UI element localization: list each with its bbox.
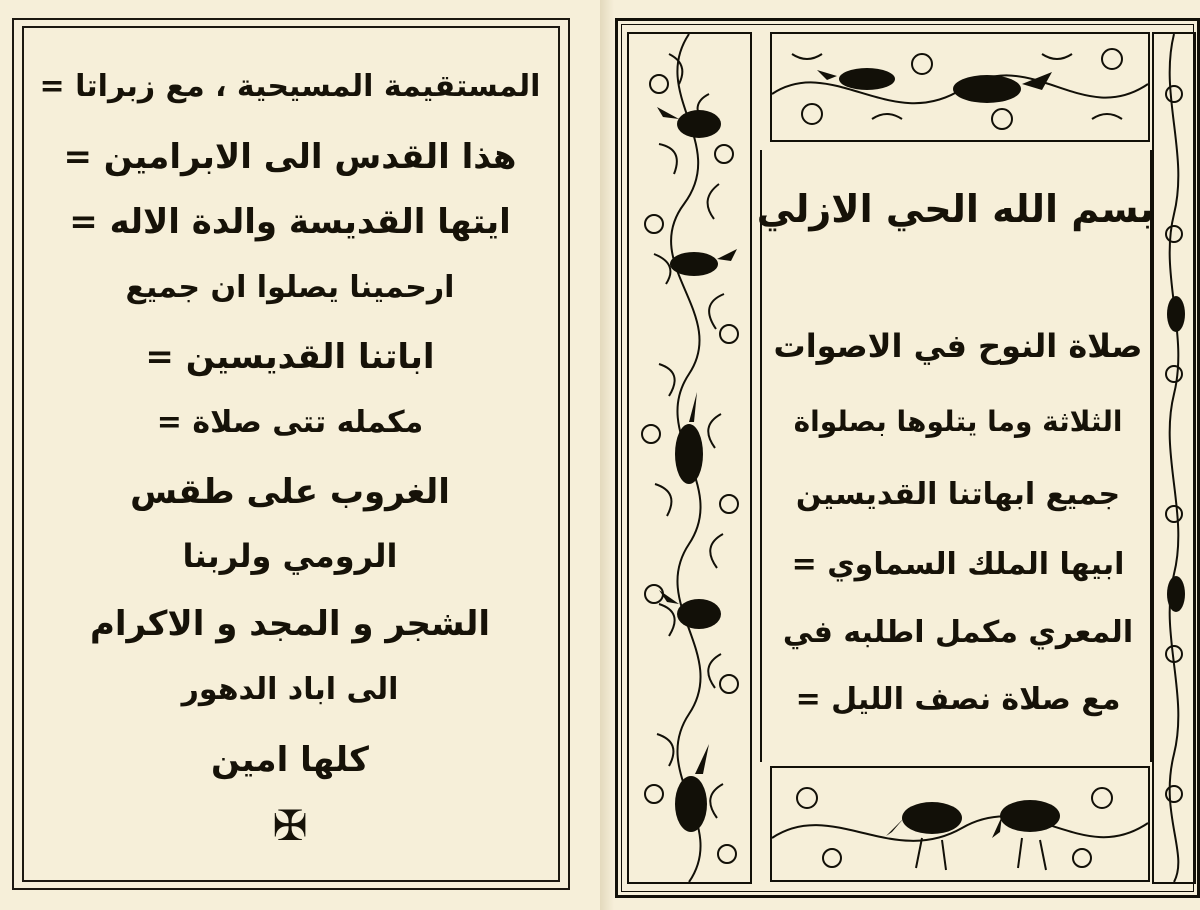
right-text-block bbox=[756, 150, 1154, 762]
text-line: هذا القدس الى الابرامين = bbox=[63, 137, 517, 177]
text-line: الى اباد الدهور bbox=[181, 672, 399, 707]
text-line: الثلاثة وما يتلوها بصلواة bbox=[793, 405, 1123, 438]
floral-bird-panel-top bbox=[770, 32, 1150, 142]
birds-illustration bbox=[772, 34, 1148, 140]
text-line: مع صلاة نصف الليل = bbox=[795, 682, 1121, 717]
floral-border-right bbox=[1152, 32, 1196, 884]
text-line: المعري مكمل اطلبه في bbox=[782, 615, 1134, 650]
floral-vine-illustration bbox=[1154, 34, 1194, 882]
floral-vine-illustration bbox=[629, 34, 750, 882]
floral-bird-border-left bbox=[627, 32, 752, 884]
text-line: جميع ابهاتنا القديسين bbox=[795, 477, 1121, 512]
text-line: ارحمينا يصلوا ان جميع bbox=[125, 270, 455, 305]
text-line: ابيها الملك السماوي = bbox=[791, 547, 1125, 582]
text-line: الغروب على طقس bbox=[130, 472, 450, 512]
page-title: بسم الله الحي الازلي bbox=[756, 187, 1154, 231]
text-line: الشجر و المجد و الاكرام bbox=[89, 604, 491, 644]
birds-illustration bbox=[772, 768, 1148, 880]
left-text-block bbox=[34, 40, 546, 870]
text-line: الرومي ولربنا bbox=[182, 537, 398, 575]
floral-bird-panel-bottom bbox=[770, 766, 1150, 882]
text-line: المستقيمة المسيحية ، مع زبراتا = bbox=[39, 69, 541, 104]
right-page bbox=[600, 0, 1200, 910]
text-line: ايتها القديسة والدة الاله = bbox=[69, 202, 511, 242]
cross-ornament: ✠ bbox=[272, 801, 308, 850]
text-line: مكمله تتى صلاة = bbox=[156, 405, 424, 440]
text-line: كلها امين bbox=[211, 740, 369, 780]
gutter-shadow bbox=[600, 0, 614, 910]
text-line: اباتنا القديسين = bbox=[145, 337, 435, 377]
text-line: صلاة النوح في الاصوات bbox=[773, 327, 1143, 365]
